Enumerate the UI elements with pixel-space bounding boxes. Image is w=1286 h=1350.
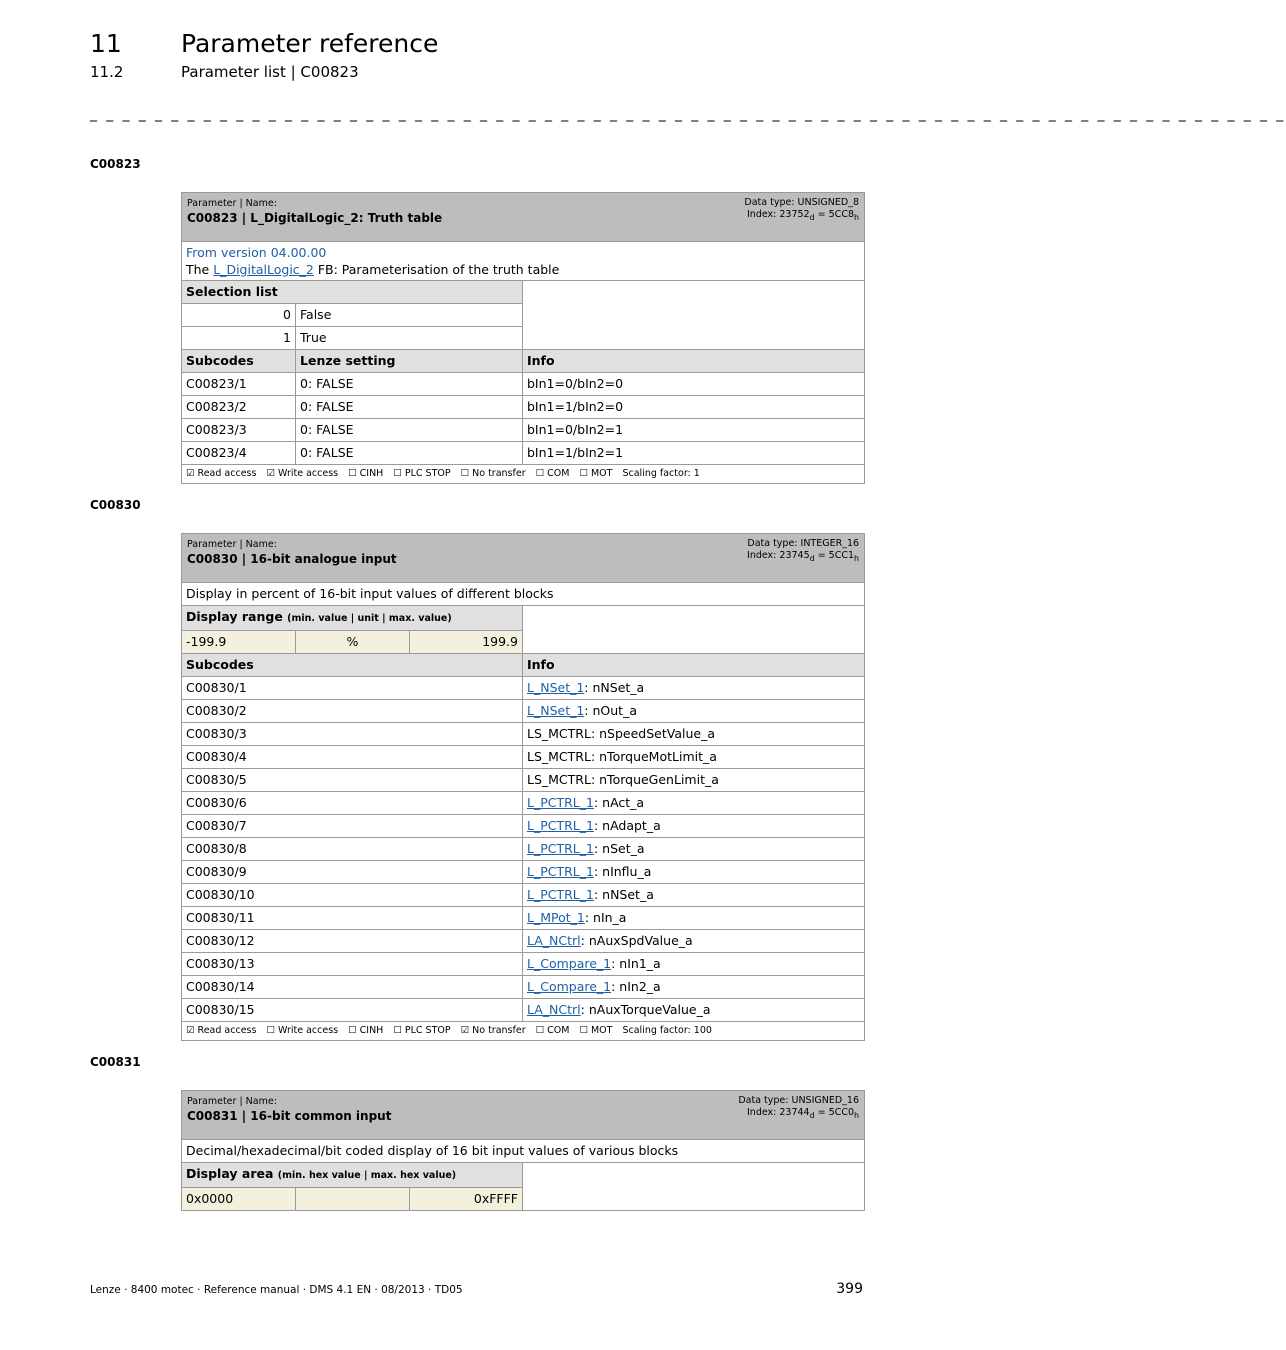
param-title: C00831 | 16-bit common input	[187, 1109, 392, 1123]
param-header	[182, 193, 865, 242]
link-la-nctrl[interactable]: LA_NCtrl	[527, 1002, 581, 1017]
table-row: C00830/14 L_Compare_1: nIn2_a	[182, 976, 865, 999]
display-area-values: 0x0000 0xFFFF	[182, 1188, 865, 1211]
col-subcodes: Subcodes	[182, 350, 296, 373]
param-label-c00831: C00831	[90, 1055, 141, 1069]
table-row: C00830/15 LA_NCtrl: nAuxTorqueValue_a	[182, 999, 865, 1022]
param-name-label: Parameter | Name:	[187, 1096, 277, 1107]
table-row: C00830/11 L_MPot_1: nIn_a	[182, 907, 865, 930]
link-l-nset-1[interactable]: L_NSet_1	[527, 703, 585, 718]
link-l-mpot-1[interactable]: L_MPot_1	[527, 910, 585, 925]
table-row: C00830/3 LS_MCTRL: nSpeedSetValue_a	[182, 723, 865, 746]
param-table-c00823	[181, 192, 865, 484]
param-header	[182, 1091, 865, 1140]
col-subcodes: Subcodes	[182, 654, 523, 677]
data-type: Data type: INTEGER_16	[747, 538, 860, 549]
table-row: C00823/2 0: FALSE bIn1=1/bIn2=0	[182, 396, 865, 419]
link-la-nctrl[interactable]: LA_NCtrl	[527, 933, 581, 948]
access-flags: ☑ Read access ☐ Write access ☐ CINH ☐ PLC STOP ☑ No transfer ☐ COM ☐ MOT Scaling factor: 100	[182, 1022, 865, 1041]
table-row: C00830/1 L_NSet_1: nNSet_a	[182, 677, 865, 700]
param-description: From version 04.00.00 The L_DigitalLogic_2 FB: Parameterisation of the truth table	[182, 242, 865, 281]
table-row: C00830/6 L_PCTRL_1: nAct_a	[182, 792, 865, 815]
col-info: Info	[523, 350, 865, 373]
selection-row: 1 True	[182, 327, 865, 350]
display-range-header: Display range (min. value | unit | max. value)	[182, 606, 523, 631]
link-l-digitallogic-2[interactable]: L_DigitalLogic_2	[213, 262, 314, 277]
table-row: C00830/9 L_PCTRL_1: nInflu_a	[182, 861, 865, 884]
col-lenze-setting: Lenze setting	[296, 350, 523, 373]
page-number: 399	[836, 1281, 863, 1297]
link-l-pctrl-1[interactable]: L_PCTRL_1	[527, 841, 594, 856]
param-header	[182, 534, 865, 583]
param-name-label: Parameter | Name:	[187, 539, 277, 550]
param-title: C00823 | L_DigitalLogic_2: Truth table	[187, 211, 443, 225]
table-row: C00830/10 L_PCTRL_1: nNSet_a	[182, 884, 865, 907]
section-number: 11.2	[90, 63, 124, 81]
link-l-pctrl-1[interactable]: L_PCTRL_1	[527, 795, 594, 810]
param-label-c00830: C00830	[90, 498, 141, 512]
selection-row: 0 False	[182, 304, 865, 327]
table-row: C00823/1 0: FALSE bIn1=0/bIn2=0	[182, 373, 865, 396]
display-area-header: Display area (min. hex value | max. hex value)	[182, 1163, 523, 1188]
document-footer: Lenze · 8400 motec · Reference manual · DMS 4.1 EN · 08/2013 · TD05	[90, 1284, 463, 1296]
param-table-c00831	[181, 1090, 865, 1211]
link-l-pctrl-1[interactable]: L_PCTRL_1	[527, 887, 594, 902]
table-row: C00830/4 LS_MCTRL: nTorqueMotLimit_a	[182, 746, 865, 769]
index-value: Index: $23744_d = 5CC0_h$	[747, 1107, 860, 1120]
param-description: Display in percent of 16-bit input values of different blocks	[182, 583, 865, 606]
param-table-c00830	[181, 533, 865, 1041]
version-note: From version 04.00.00	[186, 245, 327, 260]
link-l-pctrl-1[interactable]: L_PCTRL_1	[527, 864, 594, 879]
display-range-values: -199.9 % 199.9	[182, 631, 865, 654]
chapter-number: 11	[90, 29, 122, 58]
link-l-compare-1[interactable]: L_Compare_1	[527, 979, 612, 994]
selection-list-header: Selection list	[182, 281, 523, 304]
data-type: Data type: UNSIGNED_16	[738, 1095, 860, 1106]
col-info: Info	[523, 654, 865, 677]
table-row: C00830/5 LS_MCTRL: nTorqueGenLimit_a	[182, 769, 865, 792]
param-title: C00830 | 16-bit analogue input	[187, 552, 397, 566]
index-value: Index: $23752_d = 5CC8_h$	[747, 209, 860, 222]
table-row: C00830/13 L_Compare_1: nIn1_a	[182, 953, 865, 976]
data-type: Data type: UNSIGNED_8	[744, 197, 860, 208]
access-flags: ☑ Read access ☑ Write access ☐ CINH ☐ PLC STOP ☐ No transfer ☐ COM ☐ MOT Scaling factor: 1	[182, 465, 865, 484]
chapter-title: Parameter reference	[181, 29, 439, 58]
header-divider: _ _ _ _ _ _ _ _ _ _ _ _ _ _ _ _ _ _ _ _ _ _ _ _ _ _ _ _ _ _ _ _ _ _ _ _ _ _ _ _ _ _ _ _ _ _ _ _ _ _ _ _ _ _ _ _ _ _ _ _ _ _ _ _ _ _ _ _ _ _ _ _ _ _	[90, 106, 1286, 122]
param-description: Decimal/hexadecimal/bit coded display of 16 bit input values of various blocks	[182, 1140, 865, 1163]
param-name-label: Parameter | Name:	[187, 198, 277, 209]
table-row: C00830/8 L_PCTRL_1: nSet_a	[182, 838, 865, 861]
section-title: Parameter list | C00823	[181, 63, 359, 81]
table-row: C00830/7 L_PCTRL_1: nAdapt_a	[182, 815, 865, 838]
param-label-c00823: C00823	[90, 157, 141, 171]
table-row: C00823/4 0: FALSE bIn1=1/bIn2=1	[182, 442, 865, 465]
table-row: C00830/2 L_NSet_1: nOut_a	[182, 700, 865, 723]
link-l-nset-1[interactable]: L_NSet_1	[527, 680, 585, 695]
table-row: C00830/12 LA_NCtrl: nAuxSpdValue_a	[182, 930, 865, 953]
index-value: Index: $23745_d = 5CC1_h$	[747, 550, 860, 563]
link-l-pctrl-1[interactable]: L_PCTRL_1	[527, 818, 594, 833]
link-l-compare-1[interactable]: L_Compare_1	[527, 956, 612, 971]
table-row: C00823/3 0: FALSE bIn1=0/bIn2=1	[182, 419, 865, 442]
